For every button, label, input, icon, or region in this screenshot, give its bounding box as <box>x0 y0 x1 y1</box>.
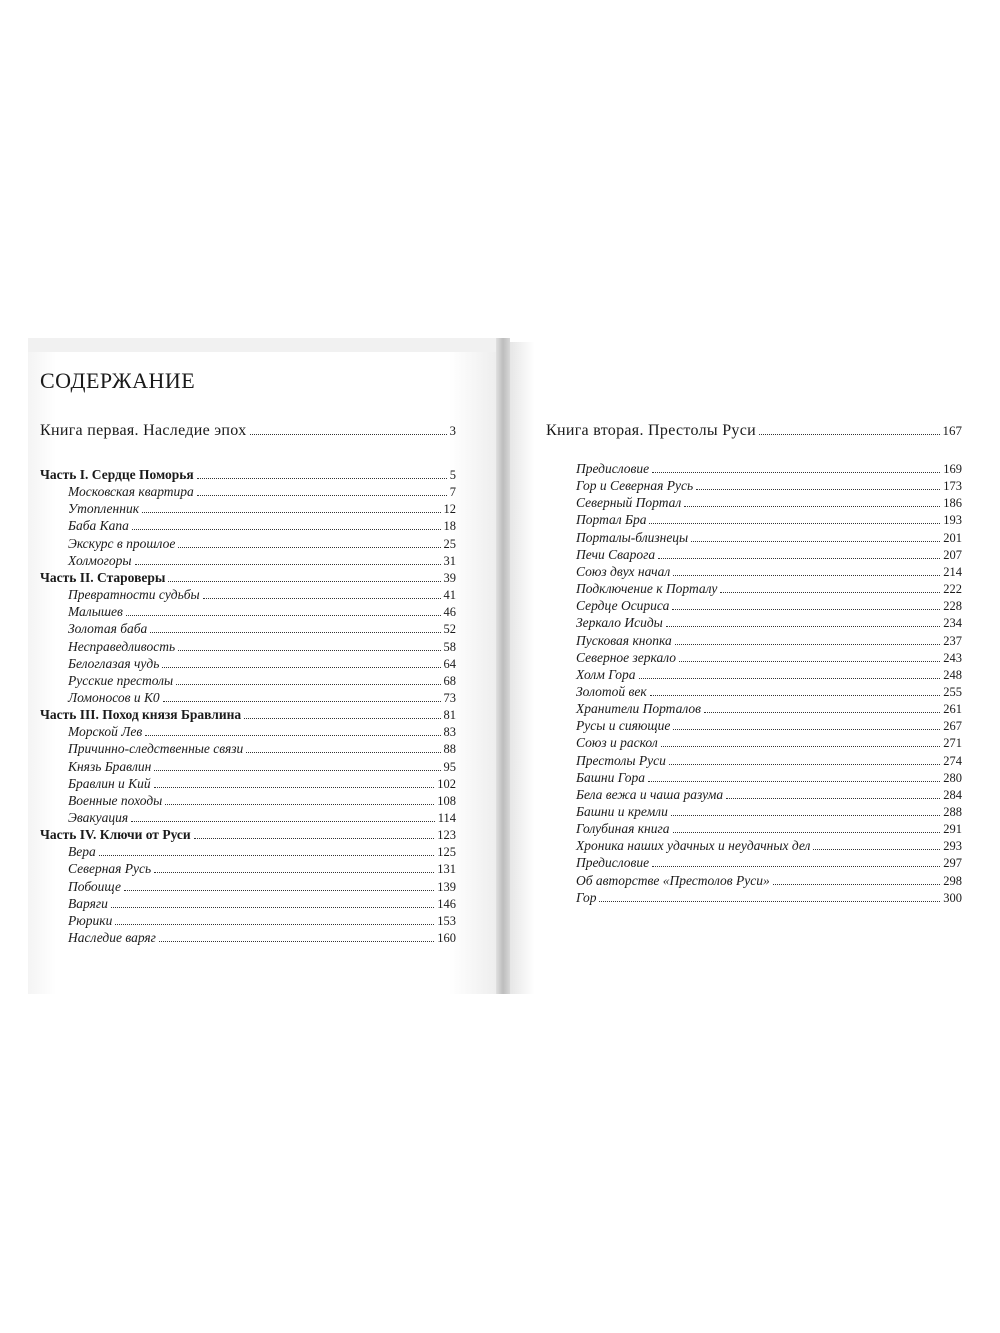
dot-leader <box>813 849 940 850</box>
toc-entry-title: Князь Бравлин <box>68 758 152 774</box>
toc-page-number: 131 <box>437 862 456 877</box>
dot-leader <box>124 890 434 891</box>
toc-entry-title: Сердце Осириса <box>576 598 670 614</box>
toc-page-number: 298 <box>943 873 962 888</box>
dot-leader <box>154 872 434 873</box>
dot-leader <box>115 924 434 925</box>
toc-chapter-row <box>576 649 962 667</box>
toc-chapter-row <box>68 758 456 776</box>
toc-page-number: 222 <box>943 582 962 597</box>
toc-page-number: 214 <box>943 564 962 579</box>
toc-chapter-row <box>576 769 962 787</box>
toc-page-number: 123 <box>437 828 456 843</box>
toc-page-number: 293 <box>943 839 962 854</box>
toc-page-number: 83 <box>443 725 456 740</box>
toc-entry-title: Ломоносов и К0 <box>68 689 160 705</box>
toc-page-number: 160 <box>437 931 456 946</box>
toc-chapter-row <box>576 460 962 478</box>
dot-leader <box>704 712 940 713</box>
toc-entry-title: Превратности судьбы <box>68 587 200 603</box>
toc-page-number: 108 <box>437 793 456 808</box>
dot-leader <box>246 752 440 753</box>
toc-page-number: 243 <box>943 650 962 665</box>
toc-chapter-row <box>68 655 456 673</box>
toc-entry-title: Русские престолы <box>68 672 174 688</box>
toc-page-number: 95 <box>443 759 456 774</box>
toc-chapter-row <box>68 723 456 741</box>
toc-part-row <box>40 466 456 484</box>
dot-leader <box>194 838 435 839</box>
toc-entry-title: Русы и сияющие <box>576 718 671 734</box>
dot-leader <box>658 558 940 559</box>
dot-leader <box>176 684 440 685</box>
toc-entry-title: Зеркало Исиды <box>576 615 663 631</box>
toc-chapter-row <box>68 792 456 810</box>
dot-leader <box>652 472 940 473</box>
toc-chapter-row <box>68 929 456 947</box>
toc-chapter-row <box>68 740 456 758</box>
top-bleed-strip <box>28 338 496 352</box>
book-two-title-row <box>546 422 962 440</box>
toc-page-number: 284 <box>943 787 962 802</box>
dot-leader <box>111 907 434 908</box>
toc-chapter-row <box>68 912 456 930</box>
toc-entry-title: Военные походы <box>68 792 163 808</box>
dot-leader <box>244 718 440 719</box>
toc-page-number: 31 <box>443 553 456 568</box>
dot-leader <box>679 661 940 662</box>
toc-chapter-row <box>68 535 456 553</box>
toc-entry-title: Об авторстве «Престолов Руси» <box>576 872 770 888</box>
toc-entry-title: Эвакуация <box>68 810 129 825</box>
toc-page-number: 12 <box>443 502 456 517</box>
toc-page-number: 248 <box>943 667 962 682</box>
toc-page-number: 153 <box>437 913 456 928</box>
toc-entry-title: Пусковая кнопка <box>576 632 672 648</box>
toc-chapter-row <box>576 563 962 581</box>
toc-page-number: 271 <box>943 736 962 751</box>
toc-chapter-row <box>68 483 456 501</box>
toc-entry-title: Голубиная книга <box>576 821 670 837</box>
toc-entry-title: Портал Бра <box>576 512 647 528</box>
dot-leader <box>675 644 941 645</box>
toc-chapter-row <box>576 597 962 615</box>
toc-entry-title: Вера <box>68 844 96 860</box>
toc-entry-title: Гор и Северная Русь <box>576 478 694 494</box>
toc-chapter-row <box>576 837 962 855</box>
toc-entry-title: Порталы-близнецы <box>576 529 689 545</box>
toc-part-row <box>40 826 456 844</box>
toc-entry-title: Книга вторая. Престолы Руси <box>546 422 756 439</box>
toc-page-number: 267 <box>943 719 962 734</box>
toc-page-number: 201 <box>943 530 962 545</box>
dot-leader <box>197 478 447 479</box>
toc-page-number: 5 <box>449 468 456 482</box>
dot-leader <box>671 815 940 816</box>
toc-chapter-row <box>68 586 456 604</box>
toc-entry-title: Часть IV. Ключи от Руси <box>40 827 191 843</box>
dot-leader <box>759 434 940 435</box>
toc-chapter-row <box>68 500 456 518</box>
dot-leader <box>131 821 435 822</box>
toc-page-number: 41 <box>443 588 456 603</box>
toc-entry-title: Хроника наших удачных и неудачных дел <box>576 838 811 854</box>
toc-chapter-row <box>68 843 456 861</box>
toc-entry-title: Варяги <box>68 895 108 911</box>
toc-page-number: 73 <box>443 690 456 705</box>
toc-chapter-row <box>576 700 962 718</box>
dot-leader <box>163 701 441 702</box>
toc-entry-title: Книга первая. Наследие эпох <box>40 422 247 439</box>
toc-chapter-row <box>576 683 962 701</box>
toc-entry-title: Утопленник <box>68 501 140 517</box>
toc-page-number: 68 <box>443 673 456 688</box>
dot-leader <box>669 764 940 765</box>
dot-leader <box>154 787 435 788</box>
dot-leader <box>650 695 941 696</box>
toc-entry-title: Рюрики <box>68 912 113 928</box>
toc-page-number: 25 <box>443 536 456 551</box>
toc-entry-title: Башни Гора <box>576 769 645 785</box>
toc-chapter-row <box>576 494 962 512</box>
toc-page-number: 291 <box>943 822 962 837</box>
toc-entry-title: Бела вежа и чаша разума <box>576 786 724 802</box>
toc-entry-title: Хранители Порталов <box>576 701 702 717</box>
toc-page-number: 261 <box>943 702 962 717</box>
toc-chapter-row <box>68 689 456 707</box>
toc-entry-title: Золотой век <box>576 683 647 699</box>
dot-leader <box>203 598 441 599</box>
toc-chapter-row <box>576 872 962 890</box>
toc-entry-title: Причинно-следственные связи <box>68 741 244 757</box>
toc-chapter-row <box>68 775 456 793</box>
dot-leader <box>99 855 435 856</box>
toc-chapter-row <box>576 632 962 650</box>
toc-chapter-row <box>576 803 962 821</box>
toc-page-number: 88 <box>443 742 456 757</box>
toc-page-number: 288 <box>943 805 962 819</box>
toc-page-number: 280 <box>943 770 962 785</box>
dot-leader <box>178 650 440 651</box>
toc-chapter-row <box>576 854 962 872</box>
dot-leader <box>673 575 940 576</box>
dot-leader <box>159 941 434 942</box>
toc-chapter-row <box>576 580 962 598</box>
toc-chapter-row <box>68 860 456 878</box>
toc-part-row <box>40 569 456 587</box>
dot-leader <box>126 615 441 616</box>
toc-page-number: 146 <box>437 896 456 911</box>
toc-entry-title: Престолы Руси <box>576 752 666 768</box>
toc-entry-title: Московская квартира <box>68 484 194 500</box>
toc-chapter-row <box>576 614 962 632</box>
toc-page-number: 81 <box>443 708 456 723</box>
dot-leader <box>672 609 940 610</box>
dot-leader <box>648 781 940 782</box>
toc-page-number: 52 <box>443 622 456 637</box>
toc-chapter-row <box>576 752 962 770</box>
toc-page-number: 167 <box>942 423 962 438</box>
toc-chapter-row <box>68 603 456 621</box>
dot-leader <box>726 798 940 799</box>
toc-page-number: 46 <box>443 605 456 620</box>
dot-leader <box>145 735 440 736</box>
dot-leader <box>132 529 441 530</box>
dot-leader <box>162 667 440 668</box>
dot-leader <box>691 541 940 542</box>
toc-entry-title: Часть III. Поход князя Бравлина <box>40 707 242 723</box>
dot-leader <box>154 770 440 771</box>
toc-entry-title: Бравлин и Кий <box>68 775 151 791</box>
dot-leader <box>720 592 940 593</box>
toc-chapter-row <box>576 717 962 735</box>
toc-chapter-row <box>68 809 456 827</box>
toc-chapter-row <box>576 511 962 529</box>
toc-chapter-row <box>68 517 456 535</box>
toc-page-number: 234 <box>943 616 962 631</box>
toc-entry-title: Предисловие <box>576 855 650 871</box>
toc-entry-title: Подключение к Порталу <box>576 581 718 597</box>
toc-entry-title: Побоище <box>68 878 121 894</box>
toc-page-number: 7 <box>449 485 456 500</box>
toc-chapter-row <box>576 786 962 804</box>
toc-chapter-row <box>576 666 962 684</box>
toc-heading: СОДЕРЖАНИЕ <box>40 368 196 393</box>
toc-entry-title: Северная Русь <box>68 861 152 877</box>
toc-entry-title: Союз двух начал <box>576 563 671 579</box>
toc-entry-title: Часть I. Сердце Поморья <box>40 467 194 482</box>
toc-entry-title: Холм Гора <box>576 666 636 682</box>
dot-leader <box>135 564 441 565</box>
toc-page-number: 297 <box>943 856 962 871</box>
toc-page-number: 39 <box>443 570 456 585</box>
toc-page-number: 237 <box>943 633 962 648</box>
book-spread <box>28 338 1000 994</box>
toc-entry-title: Наследие варяг <box>68 930 156 946</box>
toc-chapter-row <box>68 638 456 656</box>
toc-page-number: 3 <box>449 423 456 438</box>
dot-leader <box>684 506 940 507</box>
toc-entry-title: Малышев <box>68 604 123 620</box>
toc-page-number: 300 <box>943 890 962 905</box>
dot-leader <box>639 678 941 679</box>
book-gutter <box>496 338 510 994</box>
toc-chapter-row <box>68 878 456 896</box>
toc-chapter-row <box>576 734 962 752</box>
book-one-title-row <box>40 422 456 440</box>
toc-page-number: 139 <box>437 879 456 894</box>
toc-page-number: 102 <box>437 776 456 791</box>
toc-chapter-row <box>68 620 456 638</box>
left-page <box>28 338 496 994</box>
toc-chapter-row <box>576 529 962 547</box>
toc-entry-title: Экскурс в прошлое <box>68 535 176 551</box>
toc-page-number: 228 <box>943 599 962 614</box>
toc-entry-title: Несправедливость <box>68 638 176 654</box>
toc-entry-title: Предисловие <box>576 461 650 476</box>
toc-page-number: 274 <box>943 753 962 768</box>
toc-page-number: 114 <box>437 811 456 825</box>
toc-chapter-row <box>68 895 456 913</box>
toc-page-number: 193 <box>943 513 962 528</box>
toc-entry-title: Морской Лев <box>68 724 143 740</box>
toc-page-number: 173 <box>943 479 962 494</box>
toc-part-row <box>40 706 456 724</box>
dot-leader <box>599 901 940 902</box>
toc-page-number: 18 <box>443 519 456 534</box>
toc-chapter-row <box>576 820 962 838</box>
dot-leader <box>178 547 440 548</box>
dot-leader <box>197 495 447 496</box>
toc-chapter-row <box>576 546 962 564</box>
toc-chapter-row <box>68 552 456 570</box>
toc-page-number: 64 <box>443 656 456 671</box>
dot-leader <box>649 523 940 524</box>
toc-page-number: 125 <box>437 845 456 860</box>
toc-entry-title: Башни и кремли <box>576 804 668 819</box>
toc-entry-title: Северное зеркало <box>576 649 677 665</box>
dot-leader <box>673 729 940 730</box>
dot-leader <box>696 489 940 490</box>
dot-leader <box>142 512 440 513</box>
toc-entry-title: Гор <box>576 889 597 905</box>
dot-leader <box>773 884 941 885</box>
toc-chapter-row <box>576 889 962 907</box>
toc-entry-title: Часть II. Староверы <box>40 569 166 585</box>
toc-entry-title: Северный Портал <box>576 495 682 511</box>
toc-page-number: 186 <box>943 496 962 511</box>
dot-leader <box>168 581 440 582</box>
dot-leader <box>661 746 941 747</box>
toc-entry-title: Союз и раскол <box>576 735 658 751</box>
right-page <box>510 342 1000 994</box>
toc-page-number: 207 <box>943 547 962 562</box>
toc-page-number: 255 <box>943 684 962 699</box>
toc-entry-title: Золотая баба <box>68 621 148 637</box>
toc-chapter-row <box>576 477 962 495</box>
toc-entry-title: Холмогоры <box>68 552 132 568</box>
dot-leader <box>165 804 434 805</box>
toc-entry-title: Печи Сварога <box>576 546 656 562</box>
toc-page-number: 169 <box>943 462 962 476</box>
toc-page-number: 58 <box>443 639 456 654</box>
toc-chapter-row <box>68 672 456 690</box>
dot-leader <box>673 832 941 833</box>
toc-entry-title: Баба Капа <box>68 518 129 534</box>
dot-leader <box>250 434 447 435</box>
toc-entry-title: Белоглазая чудь <box>68 655 160 671</box>
dot-leader <box>150 632 440 633</box>
dot-leader <box>666 626 940 627</box>
dot-leader <box>652 866 940 867</box>
